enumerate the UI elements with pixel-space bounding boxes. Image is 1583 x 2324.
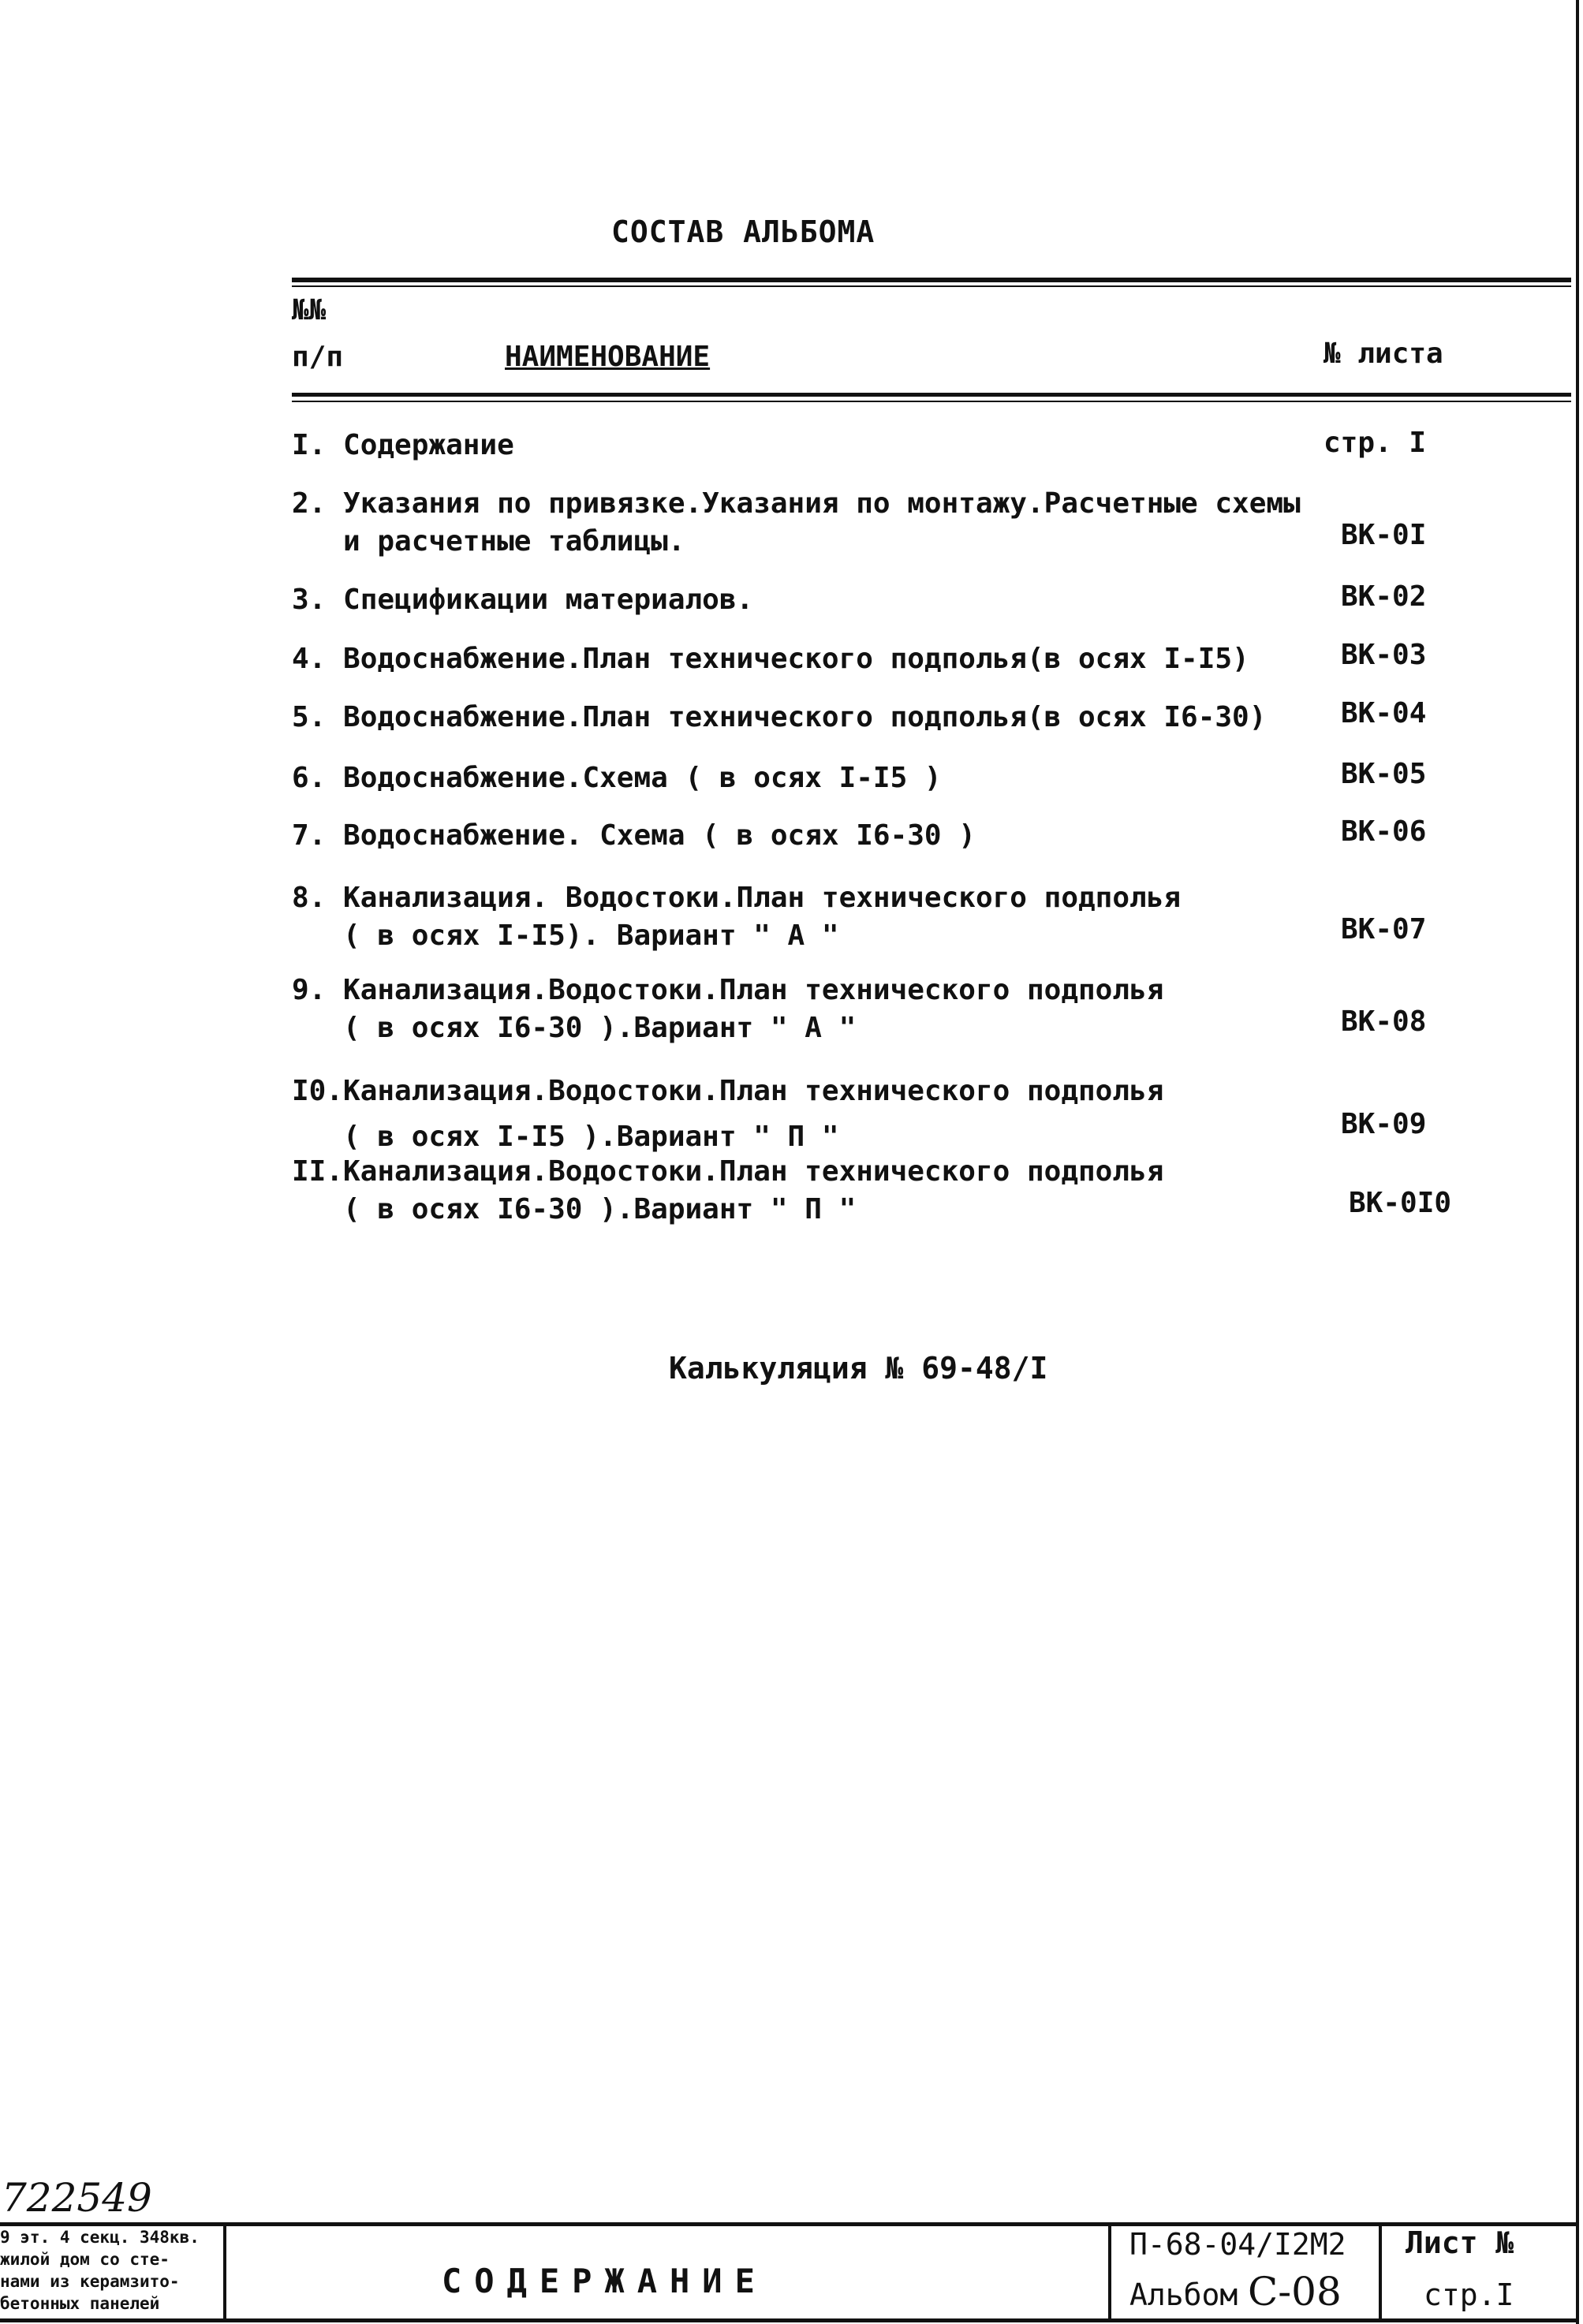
album-number: С-08 xyxy=(1248,2269,1342,2315)
column-header-name: НАИМЕНОВАНИЕ xyxy=(505,341,711,373)
inventory-number: 722549 xyxy=(2,2175,152,2221)
table-row-text: 2. Указания по привязке.Указания по монтажу.Расчетные схемы и расчетные таблицы. xyxy=(292,487,1301,558)
title-block-caption: СОДЕРЖАНИЕ xyxy=(442,2262,767,2300)
stamp-line: жилой дом со сте- xyxy=(0,2250,170,2269)
table-row-sheet-code: ВК-0I0 xyxy=(1349,1187,1452,1219)
table-row-text: 9. Канализация.Водостоки.План технического подполья ( в осях I6-30 ).Вариант " А " xyxy=(292,974,1164,1044)
table-row-text: 3. Спецификации материалов. xyxy=(292,584,754,616)
table-row-text: I0.Канализация.Водостоки.План технического подполья ( в осях I-I5 ).Вариант " П " xyxy=(292,1075,1164,1153)
album-label: Альбом xyxy=(1129,2277,1238,2312)
column-header-number: №№ xyxy=(292,294,327,326)
sheet-border xyxy=(1576,0,1579,2324)
sheet-number: стр.I xyxy=(1424,2277,1514,2312)
table-row-sheet-code: ВК-09 xyxy=(1341,1108,1427,1140)
calculation-reference: Калькуляция № 69-48/I xyxy=(669,1351,1048,1386)
table-top-rule xyxy=(292,278,1571,282)
table-row-text: 5. Водоснабжение.План технического подполья(в осях I6-30) xyxy=(292,701,1267,733)
table-row-text: 8. Канализация. Водостоки.План технического подполья ( в осях I-I5). Вариант " А " xyxy=(292,882,1182,952)
stamp-line: 9 эт. 4 секц. 348кв. xyxy=(0,2228,200,2247)
table-row-sheet-code: ВК-04 xyxy=(1341,697,1427,729)
title-block-divider xyxy=(1108,2222,1111,2322)
table-row-text: II.Канализация.Водостоки.План технического подполья ( в осях I6-30 ).Вариант " П " xyxy=(292,1155,1164,1225)
stamp-line: нами из керамзитo- xyxy=(0,2272,180,2291)
title-block-divider xyxy=(1379,2222,1382,2322)
project-code: П-68-04/I2М2 xyxy=(1129,2227,1346,2262)
stamp-line: бетонных панелей xyxy=(0,2294,160,2313)
table-header-rule xyxy=(292,393,1571,397)
table-row-sheet-code: ВК-07 xyxy=(1341,913,1427,946)
table-row-sheet-code: ВК-08 xyxy=(1341,1005,1427,1038)
title-block-divider xyxy=(223,2222,226,2322)
stamp-box xyxy=(0,2226,223,2318)
title-block-bottom-border xyxy=(0,2318,1579,2322)
table-header-rule-thin xyxy=(292,401,1571,402)
title-block-top-border xyxy=(0,2222,1579,2226)
column-header-sheet: № листа xyxy=(1324,338,1443,370)
table-row-sheet-code: ВК-05 xyxy=(1341,758,1427,790)
table-row-sheet-code: ВК-0I xyxy=(1341,519,1427,551)
table-row-text: 7. Водоснабжение. Схема ( в осях I6-30 ) xyxy=(292,819,976,852)
sheet-label: Лист № xyxy=(1406,2225,1514,2260)
column-header-number-sub: п/п xyxy=(292,341,344,373)
table-row-sheet-code: ВК-06 xyxy=(1341,815,1427,848)
table-row-sheet-code: стр. I xyxy=(1324,427,1427,459)
table-row-text: 6. Водоснабжение.Схема ( в осях I-I5 ) xyxy=(292,762,942,794)
table-row-text: I. Содержание xyxy=(292,429,514,461)
table-top-rule-thin xyxy=(292,285,1571,287)
table-row-sheet-code: ВК-03 xyxy=(1341,639,1427,671)
table-row-sheet-code: ВК-02 xyxy=(1341,580,1427,613)
document-title: СОСТАВ АЛЬБОМА xyxy=(611,214,876,249)
table-row-text: 4. Водоснабжение.План технического подполья(в осях I-I5) xyxy=(292,643,1249,675)
